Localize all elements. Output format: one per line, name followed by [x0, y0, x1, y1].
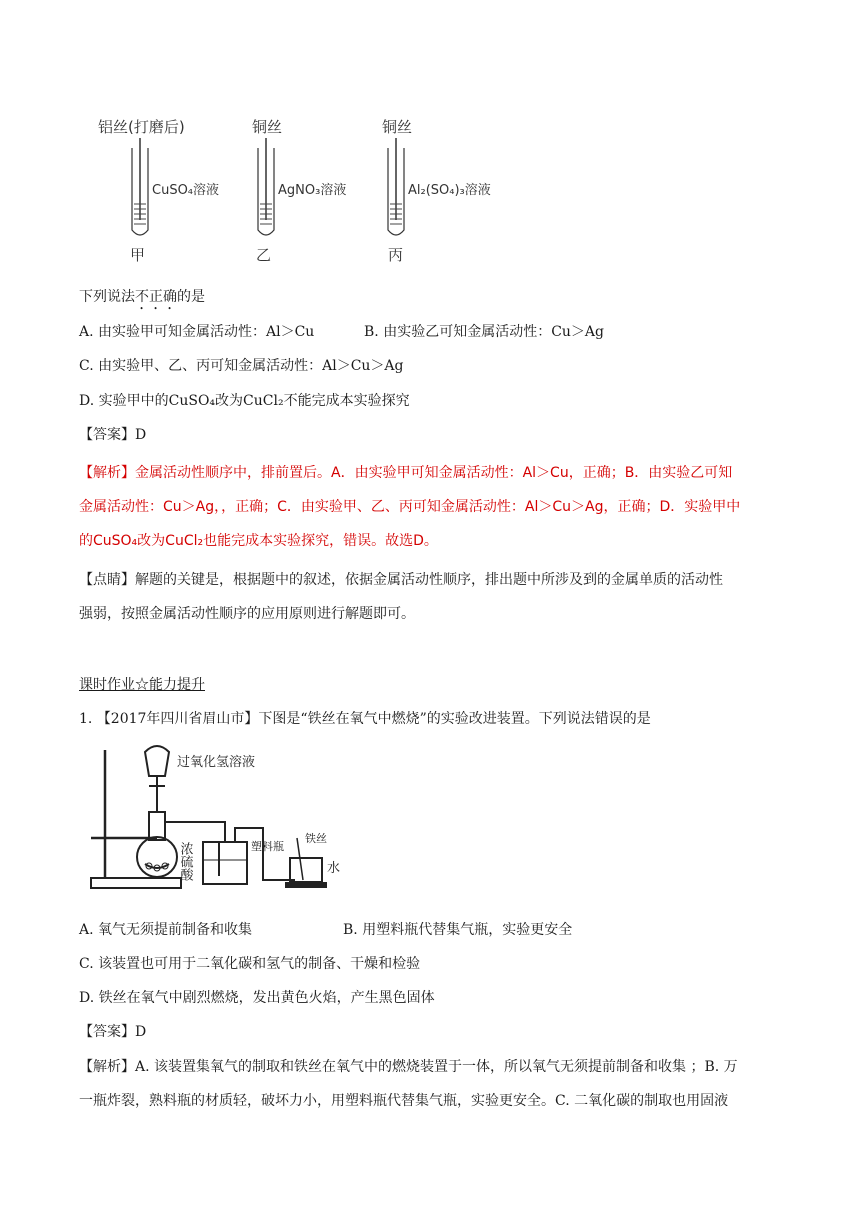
q1-stem: 1. 【2017年四川省眉山市】下图是“铁丝在氧气中燃烧”的实验改进装置。下列说法错误的是 [79, 711, 651, 727]
q1-option-c: C. 该装置也可用于二氧化碳和氢气的制备、干燥和检验 [79, 956, 421, 972]
solution-label-yi: AgNO₃溶液 [278, 183, 347, 198]
label-bottle: 塑料瓶 [251, 840, 284, 853]
solution-label-jia: CuSO₄溶液 [152, 183, 220, 198]
q1-analysis-line-2: 一瓶炸裂，熟料瓶的材质轻，破坏力小，用塑料瓶代替集气瓶，实验更安全。C. 二氧化碳的制取也用固液 [79, 1093, 729, 1109]
note-line-2: 强弱，按照金属活动性顺序的应用原则进行解题即可。 [79, 606, 415, 622]
q1-option-b: B. 用塑料瓶代替集气瓶，实验更安全 [343, 922, 573, 938]
tube-label-jia: 铝丝(打磨后) [98, 118, 185, 136]
solution-label-bing: Al₂(SO₄)₃溶液 [408, 183, 491, 198]
caption-jia: 甲 [130, 246, 146, 264]
label-wire: 铁丝 [305, 832, 327, 845]
figure-apparatus [85, 742, 370, 897]
q1-answer: 【答案】D [79, 1024, 147, 1040]
caption-bing: 丙 [388, 246, 404, 264]
figure-test-tubes [90, 112, 510, 267]
analysis-line-2: 金属活动性：Cu＞Ag，，正确；C．由实验甲、乙、丙可知金属活动性：Al＞Cu＞Ag，正确；D．实验甲中 [79, 499, 741, 515]
q1-analysis-line-1: 【解析】A. 该装置集氧气的制取和铁丝在氧气中的燃烧装置于一体，所以氧气无须提前制备和收集 ；B. 万 [79, 1059, 738, 1075]
tube-bing [382, 118, 491, 264]
stem-suffix: 的是 [177, 289, 205, 305]
question-stem [79, 287, 205, 313]
tube-yi [252, 118, 346, 264]
option-d: D. 实验甲中的CuSO₄改为CuCl₂不能完成本实验探究 [79, 393, 410, 409]
analysis-line-1: 【解析】金属活动性顺序中，排前置后。A．由实验甲可知金属活动性：Al＞Cu，正确；B．由实验乙可知 [79, 465, 733, 481]
caption-yi: 乙 [256, 246, 272, 264]
option-c: C. 由实验甲、乙、丙可知金属活动性：Al＞Cu＞Ag [79, 358, 404, 374]
option-b: B. 由实验乙可知金属活动性：Cu＞Ag [364, 324, 604, 340]
analysis-line-3: 的CuSO₄改为CuCl₂也能完成本实验探究，错误。故选D。 [79, 533, 438, 549]
q1-option-a: A. 氧气无须提前制备和收集 [79, 922, 253, 938]
note-line-1: 【点睛】解题的关键是，根据题中的叙述，依据金属活动性顺序，排出题中所涉及到的金属单质的活动性 [79, 572, 723, 588]
stem-prefix: 下列说法 [79, 289, 135, 305]
label-acid: 浓硫酸 [177, 842, 193, 881]
option-a: A. 由实验甲可知金属活动性：Al＞Cu [79, 324, 315, 340]
label-water: 水 [327, 861, 341, 876]
answer: 【答案】D [79, 427, 147, 443]
q1-option-d: D. 铁丝在氧气中剧烈燃烧，发出黄色火焰，产生黑色固体 [79, 990, 435, 1006]
stem-emphasis: 不正确 [135, 289, 177, 305]
tube-jia [98, 118, 219, 264]
section-title: 课时作业☆能力提升 [79, 677, 205, 693]
label-h2o2: 过氧化氢溶液 [177, 755, 256, 770]
tube-label-yi: 铜丝 [252, 118, 283, 136]
tube-label-bing: 铜丝 [382, 118, 413, 136]
